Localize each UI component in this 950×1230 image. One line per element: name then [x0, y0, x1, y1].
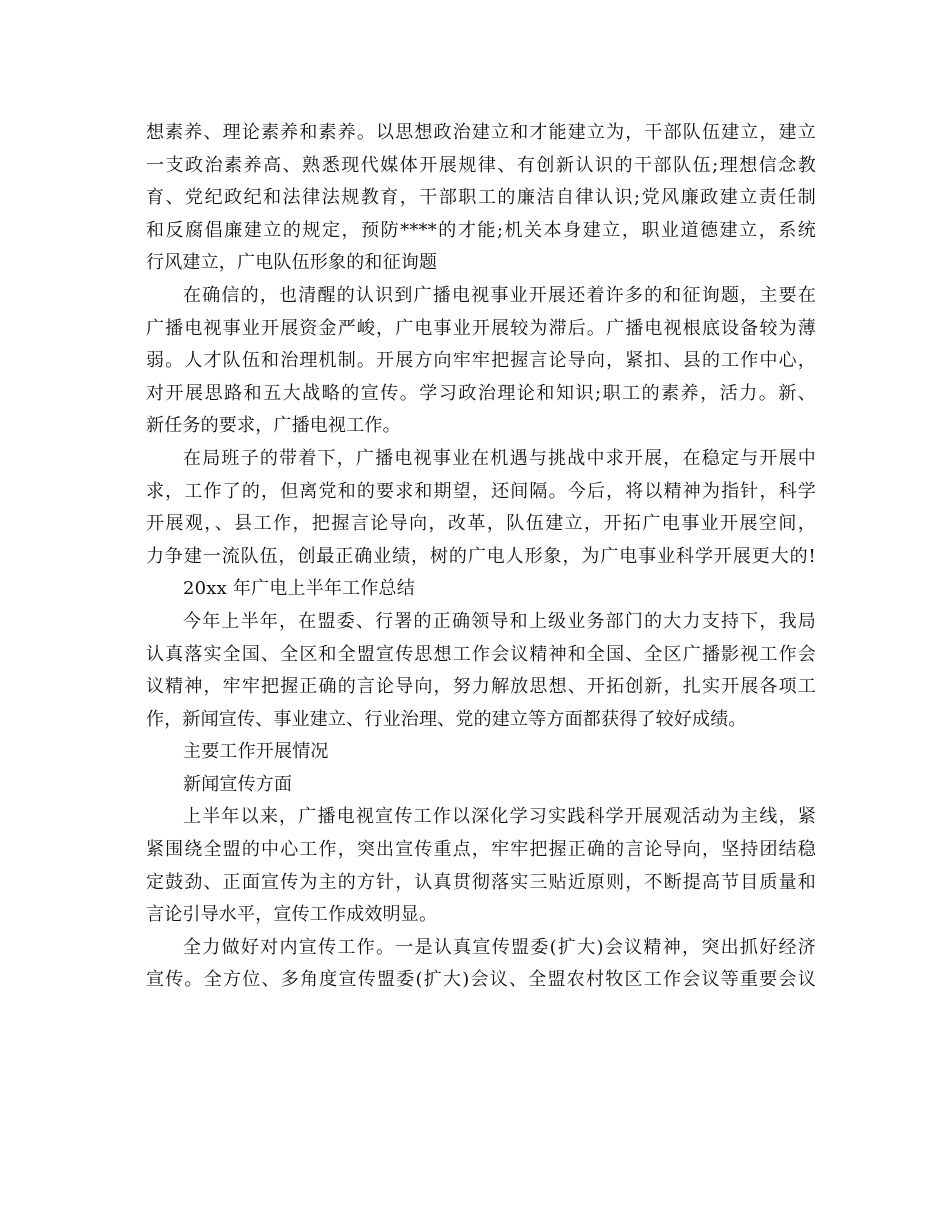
paragraph-first-line: 在局班子的带着下，广播电视事业在机遇与挑战中求开展，在稳定与开展中 — [183, 447, 816, 469]
text-line: 一支政治素养高、熟悉现代媒体开展规律、有创新认识的干部队伍;理想信念教 — [146, 154, 816, 176]
paragraph-first-line: 在确信的，也清醒的认识到广播电视事业开展还着许多的和征询题，主要在 — [183, 284, 816, 306]
text-line: 作，新闻宣传、事业建立、行业治理、党的建立等方面都获得了较好成绩。 — [146, 708, 747, 730]
text-line: 新任务的要求，广播电视工作。 — [146, 415, 401, 437]
text-line: 求，工作了的，但离党和的要求和期望，还间隔。今后，将以精神为指针，科学 — [146, 480, 816, 502]
text-line: 言论引导水平，宣传工作成效明显。 — [146, 904, 438, 926]
text-line: 认真落实全国、全区和全盟宣传思想工作会议精神和全国、全区广播影视工作会 — [146, 643, 816, 665]
section-heading: 主要工作开展情况 — [183, 741, 329, 763]
text-line: 弱。人才队伍和治理机制。开展方向牢牢把握言论导向，紧扣、县的工作中心， — [146, 350, 816, 372]
paragraph-first-line: 今年上半年，在盟委、行署的正确领导和上级业务部门的大力支持下，我局 — [183, 610, 816, 632]
text-line: 开展观，、县工作，把握言论导向，改革，队伍建立，开拓广电事业开展空间， — [146, 513, 816, 535]
text-line: 育、党纪政纪和法律法规教育，干部职工的廉洁自律认识;党风廉政建立责任制 — [146, 187, 816, 209]
paragraph-first-line: 上半年以来，广播电视宣传工作以深化学习实践科学开展观活动为主线，紧 — [183, 806, 816, 828]
section-title: 20xx 年广电上半年工作总结 — [183, 578, 415, 600]
text-line: 宣传。全方位、多角度宣传盟委(扩大)会议、全盟农村牧区工作会议等重要会议 — [146, 969, 816, 991]
text-line: 力争建一流队伍，创最正确业绩，树的广电人形象，为广电事业科学开展更大的! — [146, 545, 816, 567]
section-heading: 新闻宣传方面 — [183, 773, 293, 795]
text-line: 想素养、理论素养和素养。以思想政治建立和才能建立为，干部队伍建立，建立 — [146, 122, 816, 143]
text-line: 和反腐倡廉建立的规定，预防****的才能;机关本身建立，职业道德建立，系统 — [146, 219, 816, 241]
text-line: 行风建立，广电队伍形象的和征询题 — [146, 252, 438, 274]
paragraph-first-line: 全力做好对内宣传工作。一是认真宣传盟委(扩大)会议精神，突出抓好经济 — [183, 936, 816, 958]
text-line: 对开展思路和五大战略的宣传。学习政治理论和知识;职工的素养，活力。新、 — [146, 382, 816, 404]
text-line: 紧围绕全盟的中心工作，突出宣传重点，牢牢把握正确的言论导向，坚持团结稳 — [146, 839, 816, 861]
text-line: 议精神，牢牢把握正确的言论导向，努力解放思想、开拓创新，扎实开展各项工 — [146, 676, 816, 698]
text-line: 定鼓劲、正面宣传为主的方针，认真贯彻落实三贴近原则，不断提高节目质量和 — [146, 871, 816, 893]
text-line: 广播电视事业开展资金严峻，广电事业开展较为滞后。广播电视根底设备较为薄 — [146, 317, 816, 339]
document-body — [146, 117, 816, 997]
